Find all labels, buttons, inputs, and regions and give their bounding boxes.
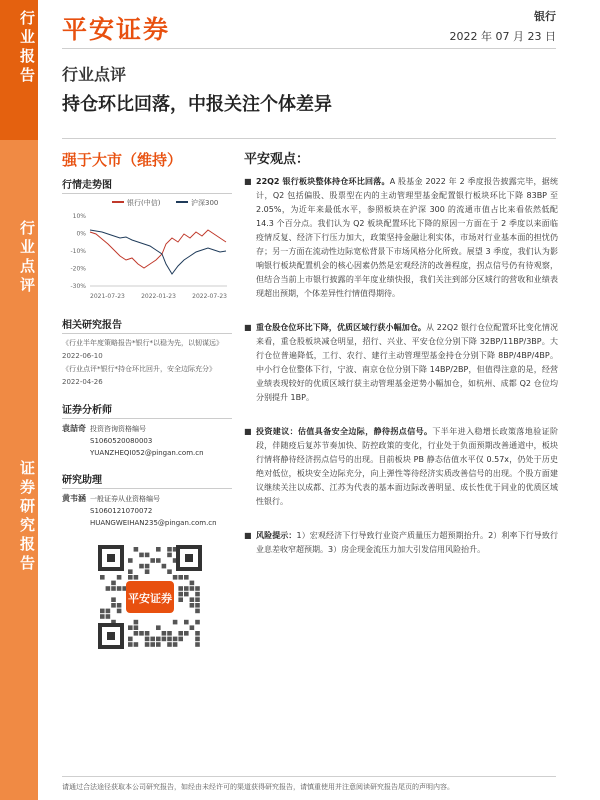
related-report-1: 《行业半年度策略报告*银行*以稳为先，以韧谋远》 — [62, 339, 223, 347]
related-title: 相关研究报告 — [62, 320, 122, 331]
bullet-icon: ■ — [244, 323, 252, 332]
sidebar-label-report: 行业报告 — [18, 10, 36, 86]
paragraph-4-lead: 风险提示： — [256, 531, 297, 540]
analyst-cert-number: S1060520080003 — [90, 437, 153, 445]
bullet-icon: ■ — [244, 177, 252, 186]
report-date: 2022 年 07 月 23 日 — [449, 30, 556, 43]
footer-divider — [62, 776, 556, 777]
company-logo: 平安证券 — [62, 15, 171, 44]
paragraph-2-lead: 重仓股仓位环比下降，优质区域行获小幅加仓。 — [256, 323, 427, 332]
analyst-email: YUANZHEQI052@pingan.com.cn — [90, 449, 204, 457]
x-tick-label-1: 2021-07-23 — [90, 293, 125, 300]
title-divider — [62, 138, 556, 139]
qr-code-image — [96, 543, 204, 651]
x-tick-label-2: 2022-01-23 — [141, 293, 176, 300]
assistant-cert-number: S1060121070072 — [90, 507, 153, 515]
related-report-2-date: 2022-04-26 — [62, 378, 103, 386]
assistant-cert-label: 一般证券从业资格编号 — [90, 495, 160, 503]
paragraph-4-text: 1）宏观经济下行导致行业资产质量压力超预期抬升。2）利率下行导致行业息差收窄超预期。3）房企现金流压力加大引发信用风险抬升。 — [256, 531, 558, 554]
trend-title: 行情走势图 — [62, 180, 112, 191]
bullet-icon: ■ — [244, 531, 252, 540]
series-line-2 — [90, 230, 226, 274]
report-title: 持仓环比回落，中报关注个体差异 — [62, 94, 332, 115]
sidebar — [0, 0, 38, 800]
report-category: 行业点评 — [62, 65, 127, 84]
y-tick-label-2: 0% — [76, 230, 86, 238]
right-column — [244, 148, 558, 557]
footer-disclaimer: 请通过合法途径获取本公司研究报告，如经由未经许可的渠道获得研究报告，请慎重使用并注意阅读研究报告尾页的声明内容。 — [62, 783, 454, 791]
analyst-entry — [62, 423, 232, 459]
paragraph-1-text: A 股基金 2022 年 2 季度报告披露完毕，据统计，Q2 包括偏股、股票型在内的主动管理型基金配置银行板块环比下降 83BP 至 2.05%，为近年来最低水平，参照板块在沪深 300 的流通市值占比来看依然低配 14.3 个百分点。我们认为 Q2 板块配置环比下降的原因一方面在于 2 季度以来面临疫情反复、经济下行压力加大，政策坚持金融让利实体，市场对行业基本面的担忧仍存；另一方面在流动性边际宽松背景下市场风格分化所致。展望 3 季度，我们认为影响银行板块配置机会的核心因素仍然是宏观经济的改善程度，拐点信号仍有待观察，但结合当前上市银行披露的半年度业绩快报，我们关注到部分区域行的营收和业绩表现超出预期，个体差异性行情值得期待。 — [256, 177, 558, 298]
paragraph-1 — [244, 175, 558, 301]
legend-label-2: 沪深300 — [191, 199, 219, 207]
assistant-entry — [62, 493, 232, 529]
paragraph-1-lead: 22Q2 银行板块整体持仓环比回落。 — [256, 177, 390, 186]
assistant-title: 研究助理 — [62, 475, 102, 486]
related-report-1-date: 2022-06-10 — [62, 352, 103, 360]
related-reports — [62, 337, 232, 389]
trend-chart — [62, 194, 232, 306]
paragraph-3-text: 下半年进入稳增长政策落地验证阶段，伴随疫后复苏节奏加快、防控政策的变化，行业处于负面预期改善通道中，板块行情将静待经济拐点信号的出现。目前板块 PB 静态估值水平仅 0.57x，仍处于历史绝对低位，板块安全边际充分，向上弹性等待经济实质改善信号的出现。个股方面建议继续关注以成都、江苏为代表的基本面边际改善明显、成长性优于同业的优质区域性银行。 — [256, 427, 559, 506]
analyst-title: 证券分析师 — [62, 405, 112, 416]
paragraph-2 — [244, 321, 558, 405]
analyst-name: 袁喆奇 — [62, 424, 86, 433]
assistant-email: HUANGWEIHAN235@pingan.com.cn — [90, 519, 217, 527]
related-divider — [62, 333, 232, 334]
analyst-cert-label: 投资咨询资格编号 — [90, 425, 146, 433]
bullet-icon: ■ — [244, 427, 252, 436]
industry-label: 银行 — [534, 10, 556, 23]
assistant-name: 黄韦涵 — [62, 494, 86, 503]
sidebar-label-comment: 行业点评 — [18, 220, 36, 296]
header-divider — [62, 48, 556, 49]
analyst-divider — [62, 418, 232, 419]
viewpoint-heading: 平安观点： — [244, 152, 310, 167]
qr-center-logo: 平安证券 — [128, 592, 172, 605]
paragraph-3 — [244, 425, 558, 509]
assistant-divider — [62, 488, 232, 489]
y-tick-label-5: -30% — [70, 283, 86, 290]
y-tick-label-3: -10% — [70, 248, 86, 255]
paragraph-3-lead: 投资建议：估值具备安全边际，静待拐点信号。 — [256, 427, 433, 436]
x-tick-label-3: 2022-07-23 — [192, 293, 227, 300]
y-tick-label-4: -20% — [70, 265, 86, 273]
left-column — [62, 145, 232, 655]
paragraph-4 — [244, 529, 558, 557]
sidebar-label-research: 证券研究报告 — [18, 460, 36, 574]
paragraph-2-text: 从 22Q2 银行仓位配置环比变化情况来看，重仓股板块减仓明显，招行、兴业、平安仓位分别下降 32BP/11BP/3BP。大行仓位普遍降低，工行、农行、建行主动管理型基金持仓分别下降 8BP/4BP/4BP。中小行仓位整体下行，宁波、南京仓位分别下降 14BP/2BP，但值得注意的是，经营业绩表现较好的优质区域行获主动管理基金逆势小幅加仓，如杭州、成都 Q2 仓位均分别提升 1BP。 — [256, 323, 559, 402]
y-tick-label-1: 10% — [72, 213, 86, 220]
legend-label-1: 银行(中信) — [127, 199, 161, 207]
rating-label: 强于大市（维持） — [62, 151, 183, 169]
related-report-2: 《行业点评*银行*持仓环比回升，安全边际充分》 — [62, 365, 216, 373]
